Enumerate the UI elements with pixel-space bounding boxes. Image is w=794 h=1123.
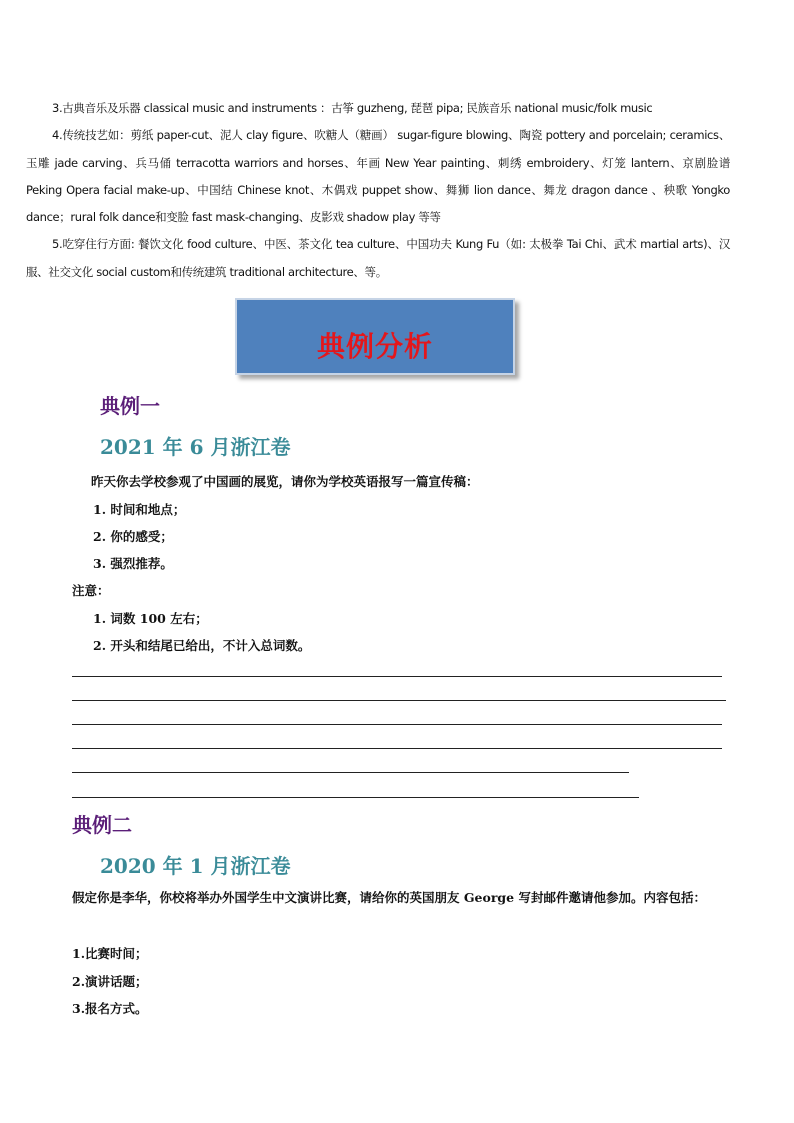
example1-prompt: 昨天你去学校参观了中国画的展览，请你为学校英语报写一篇宣传稿： — [91, 474, 479, 489]
intro-paragraph-lifestyle: 5.吃穿住行方面: 餐饮文化 food culture、中医、茶文化 tea culture、中国功夫 Kung Fu（如: 太极拳 Tai Chi、武术 martial arts)、汉服、社交文化 social custom和传统建筑 traditional architecture、等。 — [26, 237, 730, 279]
section-banner — [235, 298, 515, 375]
example1-item-2: 2. 你的感受； — [93, 529, 173, 544]
example2-heading: 典例二 — [72, 813, 132, 837]
example2-source: 2020 年 1 月浙江卷 — [100, 854, 291, 878]
intro-paragraph-crafts: 4.传统技艺如：剪纸 paper-cut、泥人 clay figure、吹糖人（糖画） sugar-figure blowing、陶瓷 pottery and porcelain; ceramics、玉雕 jade carving、兵马俑 terracotta warriors and horses、年画 New Year painting、刺绣 embroidery、灯笼 lantern、京剧脸谱 Peking Opera facial make-up、中国结 Chinese knot、木偶戏 puppet show、舞狮 lion dance、舞龙 dragon dance 、秧歌 Yongko dance；rural folk dance和变脸 fast mask-changing、皮影戏 shadow play 等等 — [26, 128, 730, 225]
answer-line — [72, 748, 722, 749]
example1-item-3: 3. 强烈推荐。 — [93, 556, 173, 571]
answer-line — [72, 772, 629, 773]
example1-heading: 典例一 — [100, 394, 160, 418]
answer-line — [72, 797, 639, 798]
example2-item-1: 1.比赛时间； — [72, 946, 148, 961]
example1-source: 2021 年 6 月浙江卷 — [100, 435, 291, 459]
example1-note-label: 注意： — [72, 583, 110, 598]
banner-title: 典例分析 — [316, 329, 433, 363]
answer-line — [72, 676, 722, 677]
answer-line — [72, 700, 726, 701]
example1-note-2: 2. 开头和结尾已给出，不计入总词数。 — [93, 638, 311, 653]
intro-paragraph-music: 3.古典音乐及乐器 classical music and instruments ：古筝 guzheng, 琵琶 pipa; 民族音乐 national music/folk music — [52, 101, 653, 115]
example2-prompt: 假定你是李华，你校将举办外国学生中文演讲比赛，请给你的英国朋友 George 写封邮件邀请他参加。内容包括： — [72, 890, 706, 905]
intro-text — [26, 95, 730, 286]
answer-line — [72, 724, 722, 725]
example2-item-2: 2.演讲话题； — [72, 974, 148, 989]
example1-note-1: 1. 词数 100 左右； — [93, 611, 208, 626]
example2-item-3: 3.报名方式。 — [72, 1001, 148, 1016]
example1-item-1: 1. 时间和地点； — [93, 502, 186, 517]
